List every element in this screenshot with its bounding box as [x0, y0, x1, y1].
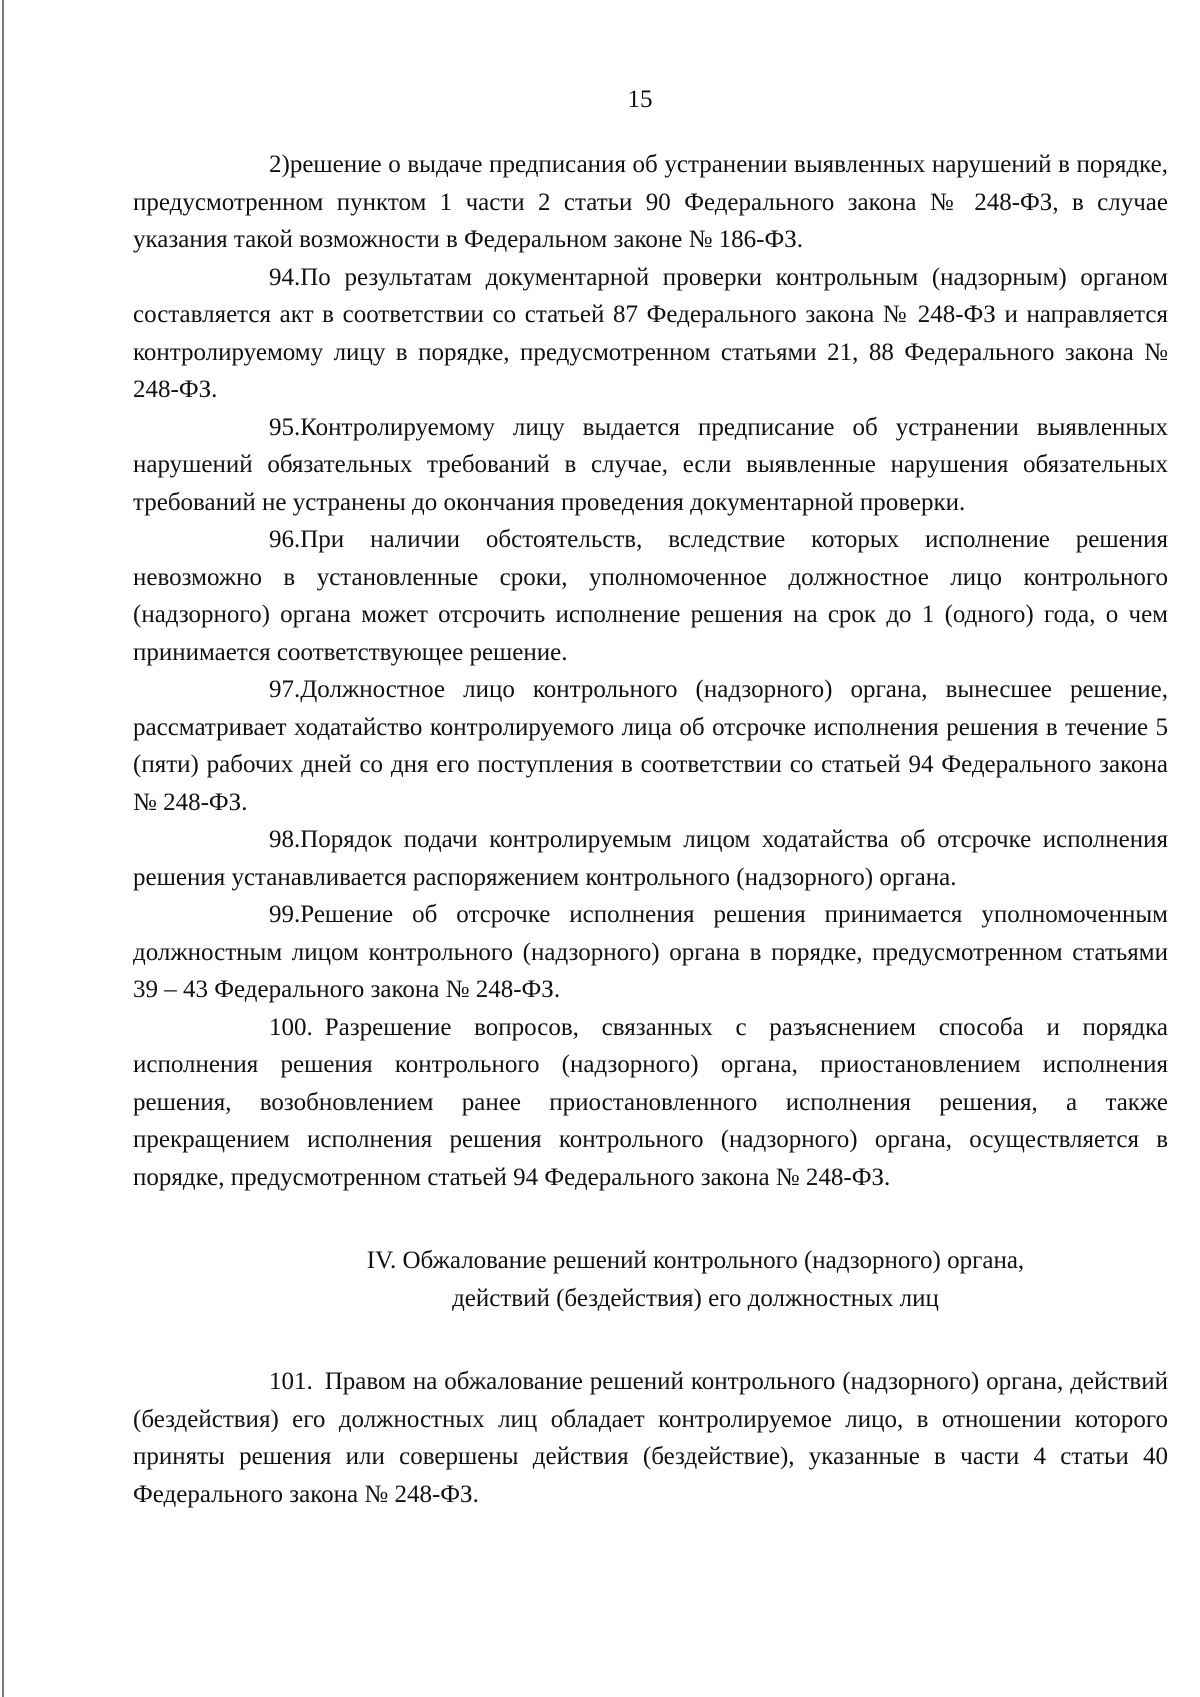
- item-text: Решение об отсрочке исполнения решения принимается уполномоченным должностным лицом контрольного (надзорного) органа в порядке, предусмотренном статьями 39 – 43 Федерального закона № 248-ФЗ.: [133, 901, 1168, 1003]
- list-item: [133, 671, 1168, 821]
- item-number: 96.: [269, 526, 301, 553]
- list-item: [133, 1363, 1168, 1513]
- item-number: 97.: [269, 676, 301, 703]
- item-text: Правом на обжалование решений контрольного (надзорного) органа, действий (бездействия) его должностных лиц обладает контролируемое лицо, в отношении которого приняты решения или совершены действия (бездействие), указанные в части 4 статьи 40 Федерального закона № 248-ФЗ.: [133, 1368, 1168, 1508]
- item-number: 2): [269, 151, 290, 178]
- item-number: 95.: [269, 413, 301, 441]
- item-text: Разрешение вопросов, связанных с разъяснением способа и порядка исполнения решения контрольного (надзорного) органа, приостановлением исполнения решения, возобновлением ранее приостановленного исполнения решения, а также прекращением исполнения решения контрольного (надзорного) органа, осуществляется в порядке, предусмотренном статьей 94 Федерального закона № 248-ФЗ.: [133, 1013, 1168, 1191]
- section-heading-line-2: действий (бездействия) его должностных лиц: [452, 1284, 939, 1312]
- item-text: Контролируемому лицу выдается предписание об устранении выявленных нарушений обязательных требований в случае, если выявленные нарушения обязательных требований не устранены до окончания проведения документарной проверки.: [133, 413, 1168, 516]
- list-item: [133, 1009, 1168, 1197]
- list-item: [133, 409, 1168, 522]
- list-item: [133, 146, 1168, 259]
- item-text: решение о выдаче предписания об устранении выявленных нарушений в порядке, предусмотренном пунктом 1 части 2 статьи 90 Федерального закона № 248-ФЗ, в случае указания такой возможности в Федеральном законе № 186-ФЗ.: [133, 151, 1168, 253]
- item-number: 99.: [269, 901, 301, 928]
- list-item: [133, 896, 1168, 1009]
- scan-edge-line: [2, 0, 4, 1697]
- item-text: Должностное лицо контрольного (надзорного) органа, вынесшее решение, рассматривает ходатайство контролируемого лица об отсрочке исполнения решения в течение 5 (пяти) рабочих дней со дня его поступления в соответствии со статьей 94 Федерального закона № 248-ФЗ.: [133, 676, 1168, 816]
- section-heading-line-1: IV. Обжалование решений контрольного (надзорного) органа,: [366, 1247, 1025, 1274]
- document-body: [133, 146, 1168, 1513]
- item-number: 100.: [269, 1013, 313, 1041]
- item-text: Порядок подачи контролируемым лицом ходатайства об отсрочке исполнения решения устанавливается распоряжением контрольного (надзорного) органа.: [133, 826, 1168, 891]
- page-number: 15: [627, 86, 653, 113]
- list-item: [133, 521, 1168, 671]
- list-item: [133, 259, 1168, 409]
- item-number: 98.: [269, 826, 301, 853]
- item-text: При наличии обстоятельств, вследствие которых исполнение решения невозможно в установленные сроки, уполномоченное должностное лицо контрольного (надзорного) органа может отсрочить исполнение решения на срок до 1 (одного) года, о чем принимается соответствующее решение.: [133, 526, 1168, 666]
- section-heading: [133, 1242, 1168, 1317]
- item-number: 101.: [269, 1368, 313, 1395]
- item-text: По результатам документарной проверки контрольным (надзорным) органом составляется акт в соответствии со статьей 87 Федерального закона № 248-ФЗ и направляется контролируемому лицу в порядке, предусмотренном статьями 21, 88 Федерального закона № 248-ФЗ.: [133, 263, 1168, 403]
- item-number: 94.: [269, 263, 301, 291]
- list-item: [133, 821, 1168, 896]
